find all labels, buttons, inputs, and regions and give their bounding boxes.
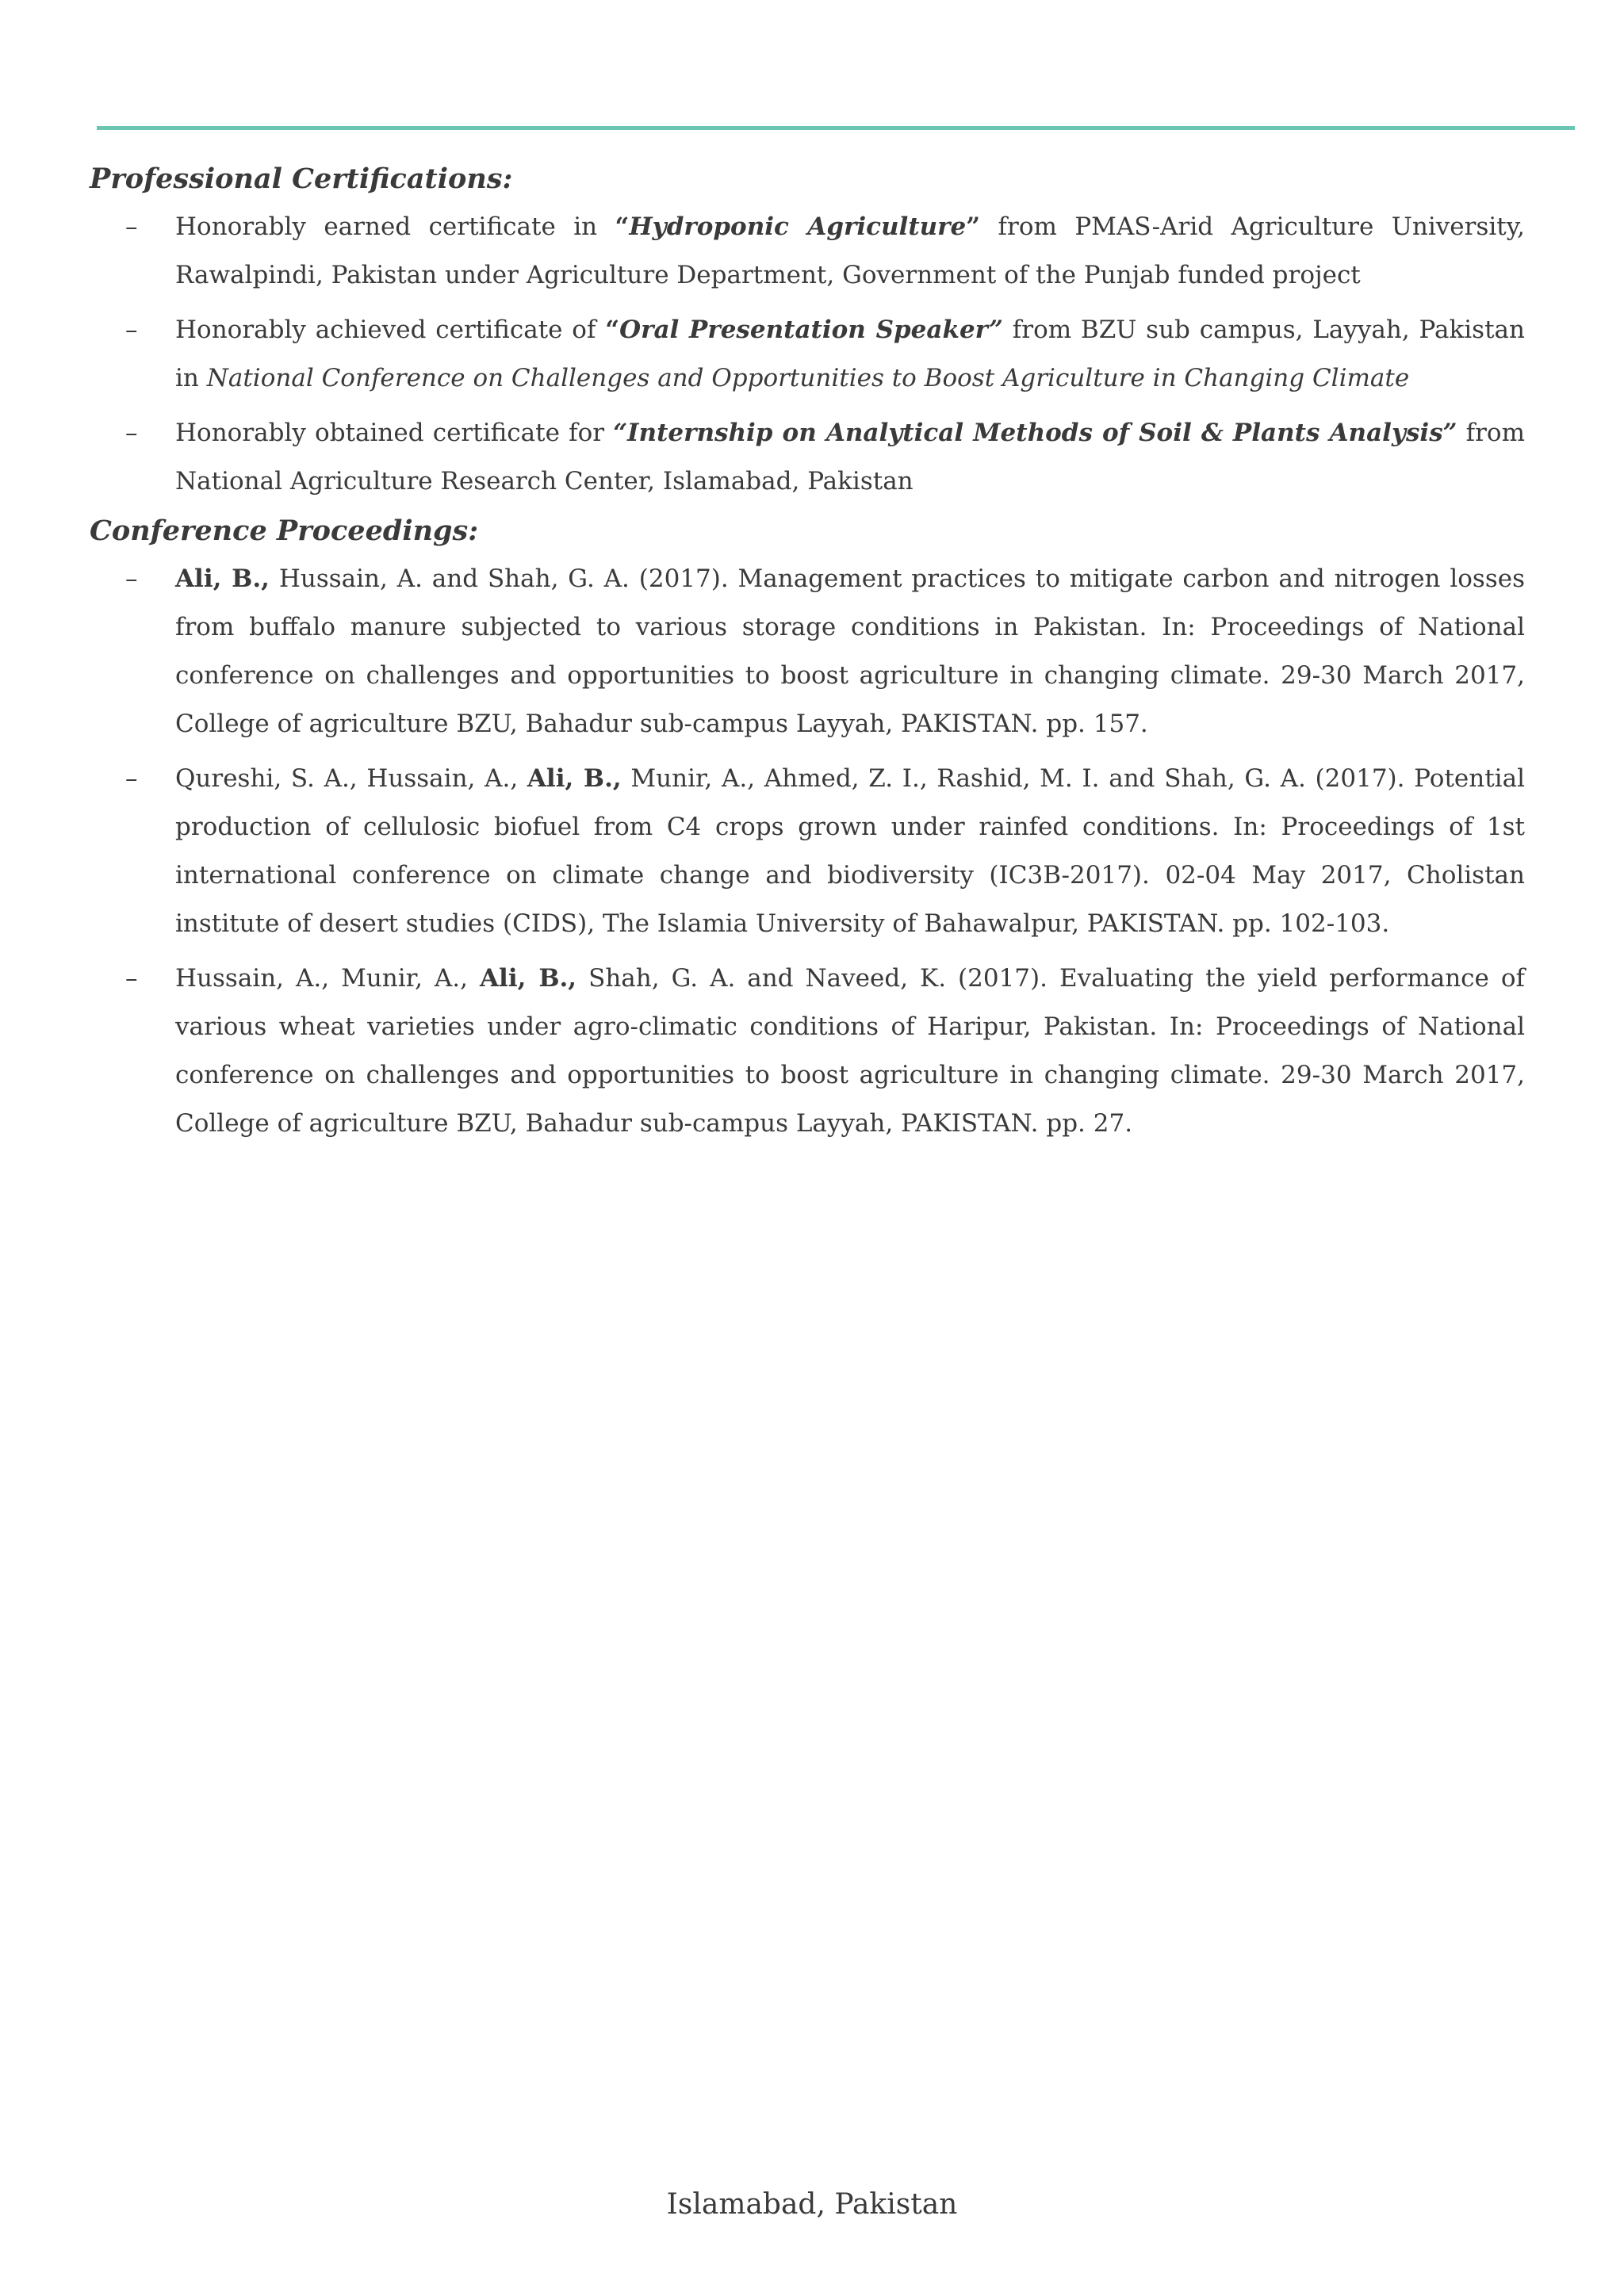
- certificate-title: Oral Presentation Speaker”: [619, 316, 1003, 344]
- list-item: [90, 306, 1525, 403]
- item-text: Honorably achieved certificate of: [175, 316, 606, 344]
- item-text: Honorably earned certificate in: [175, 212, 615, 241]
- dash-bullet: –: [125, 419, 138, 447]
- header-divider: [97, 126, 1575, 130]
- author-highlight: Ali, B.,: [480, 964, 577, 993]
- author-highlight: Ali, B.,: [527, 764, 622, 793]
- section-heading-certifications: Professional Certifications:: [90, 163, 513, 195]
- list-item: [90, 409, 1525, 506]
- item-text: from National Agriculture Research Center, Islamabad, Pakistan: [175, 419, 1525, 496]
- list-item: [90, 555, 1525, 748]
- item-text: Honorably obtained certificate for: [175, 419, 614, 447]
- list-item: [90, 755, 1525, 948]
- list-item: [90, 203, 1525, 300]
- list-item: [90, 955, 1525, 1148]
- dash-bullet: –: [125, 964, 138, 993]
- quote-mark: ”: [966, 212, 981, 241]
- item-text: Munir, A., Ahmed, Z. I., Rashid, M. I. and Shah, G. A. (2017). Potential production of cellulosic biofuel from C4 crops grown under rainfed conditions. In: Proceedings of 1st international conference on climate change and biodiversity (IC3B-2017). 02-04 May 2017, Cholistan institute of desert studies (CIDS), The Islamia University of Bahawalpur, PAKISTAN. pp. 102-103.: [175, 764, 1525, 938]
- quote-mark: “: [605, 316, 620, 344]
- dash-bullet: –: [125, 764, 138, 793]
- footer-location: Islamabad, Pakistan: [666, 2188, 958, 2221]
- item-text: Hussain, A. and Shah, G. A. (2017). Management practices to mitigate carbon and nitrogen losses from buffalo manure subjected to various storage conditions in Pakistan. In: Proceedings of National conference on challenges and opportunities to boost agriculture in changing climate. 29-30 March 2017, College of agriculture BZU, Bahadur sub-campus Layyah, PAKISTAN. pp. 157.: [175, 564, 1525, 738]
- item-text: Hussain, A., Munir, A.,: [175, 964, 480, 993]
- author-highlight: Ali, B.,: [175, 564, 270, 593]
- certifications-list: [90, 203, 1525, 506]
- item-text: from PMAS-Arid Agriculture University, Rawalpindi, Pakistan under Agriculture Department, Government of the Punjab funded project: [175, 212, 1525, 289]
- proceedings-list: [90, 555, 1525, 1148]
- item-text: from BZU sub campus, Layyah, Pakistan in: [175, 316, 1525, 392]
- certificate-title: Hydroponic Agriculture: [629, 212, 967, 241]
- certificate-title: “Internship on Analytical Methods of Soil & Plants Analysis”: [613, 419, 1457, 447]
- section-heading-proceedings: Conference Proceedings:: [90, 515, 479, 547]
- item-text: Qureshi, S. A., Hussain, A.,: [175, 764, 527, 793]
- quote-mark: “: [615, 212, 630, 241]
- dash-bullet: –: [125, 564, 138, 593]
- document-body: [90, 155, 1525, 1154]
- event-name: National Conference on Challenges and Opportunities to Boost Agriculture in Changing Climate: [206, 364, 1410, 392]
- dash-bullet: –: [125, 316, 138, 344]
- item-text: Shah, G. A. and Naveed, K. (2017). Evaluating the yield performance of various wheat varieties under agro-climatic conditions of Haripur, Pakistan. In: Proceedings of National conference on challenges and opportunities to boost agriculture in changing climate. 29-30 March 2017, College of agriculture BZU, Bahadur sub-campus Layyah, PAKISTAN. pp. 27.: [175, 964, 1525, 1138]
- dash-bullet: –: [125, 212, 138, 241]
